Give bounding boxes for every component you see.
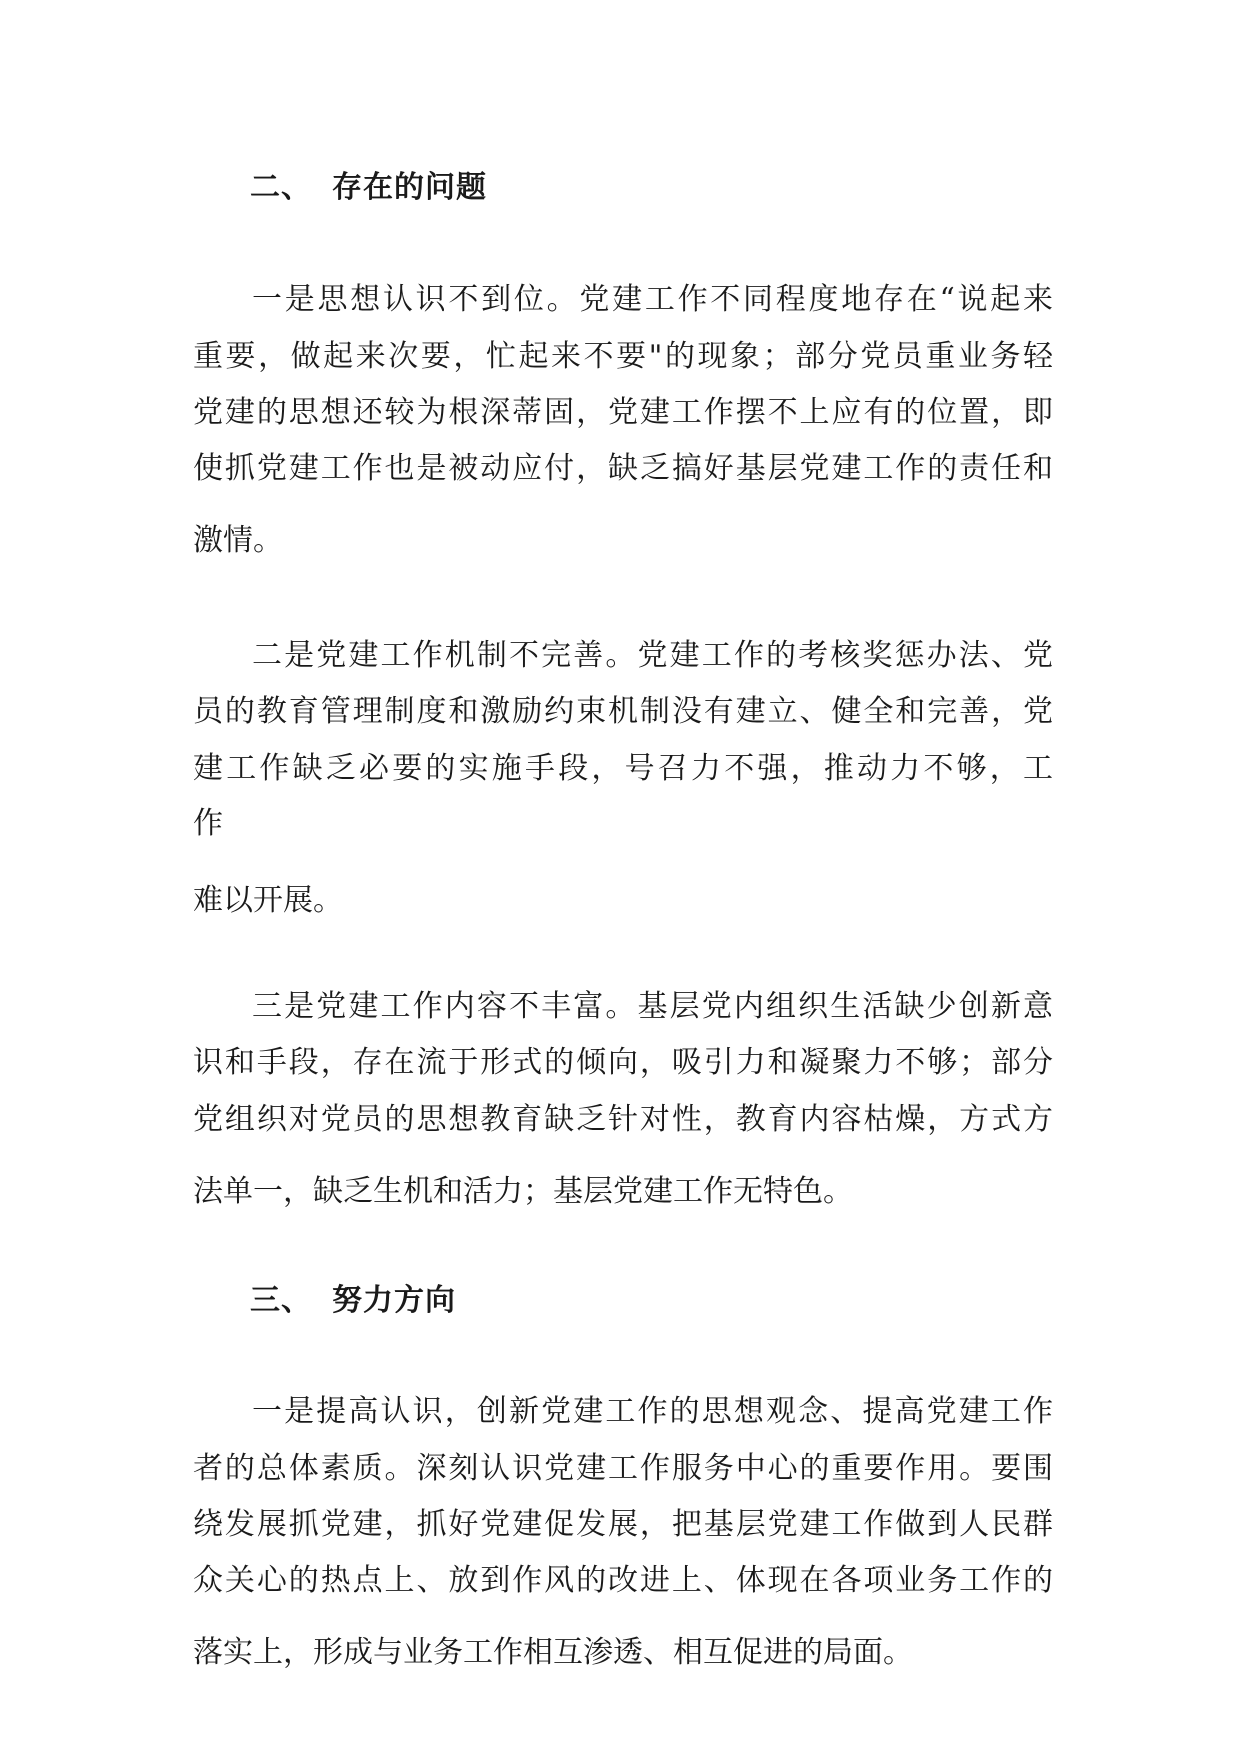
paragraph-line: 使抓党建工作也是被动应付，缺乏搞好基层党建工作的责任和 — [193, 451, 1053, 486]
paragraph-line: 绕发展抓党建，抓好党建促发展，把基层党建工作做到人民群 — [193, 1507, 1053, 1542]
paragraph-line: 落实上，形成与业务工作相互渗透、相互促进的局面。 — [193, 1635, 913, 1670]
paragraph-line: 者的总体素质。深刻认识党建工作服务中心的重要作用。要围 — [193, 1451, 1053, 1486]
paragraph-line: 三是党建工作内容不丰富。基层党内组织生活缺少创新意 — [252, 989, 1053, 1024]
paragraph-line: 建工作缺乏必要的实施手段，号召力不强，推动力不够，工 — [193, 751, 1053, 786]
paragraph-line: 二是党建工作机制不完善。党建工作的考核奖惩办法、党 — [252, 638, 1053, 673]
section-heading-direction — [250, 1275, 456, 1319]
section-number: 三、 — [250, 1283, 312, 1318]
paragraph-line: 众关心的热点上、放到作风的改进上、体现在各项业务工作的 — [193, 1563, 1053, 1598]
paragraph-line: 法单一，缺乏生机和活力；基层党建工作无特色。 — [193, 1174, 853, 1209]
paragraph-line: 员的教育管理制度和激励约束机制没有建立、健全和完善，党 — [193, 694, 1053, 729]
paragraph-line: 激情。 — [193, 523, 283, 558]
paragraph-line: 党建的思想还较为根深蒂固，党建工作摆不上应有的位置，即 — [193, 395, 1053, 430]
paragraph-line: 识和手段，存在流于形式的倾向，吸引力和凝聚力不够；部分 — [193, 1045, 1053, 1080]
paragraph-line: 一是思想认识不到位。党建工作不同程度地存在“说起来 — [252, 282, 1053, 317]
section-number: 二、 — [250, 170, 312, 205]
section-heading-problems — [250, 162, 487, 206]
paragraph-line: 党组织对党员的思想教育缺乏针对性，教育内容枯燥，方式方 — [193, 1102, 1053, 1137]
paragraph-line: 一是提高认识，创新党建工作的思想观念、提高党建工作 — [252, 1394, 1053, 1429]
paragraph-line: 重要，做起来次要，忙起来不要"的现象；部分党员重业务轻 — [193, 339, 1053, 374]
paragraph-line: 作 — [193, 806, 223, 841]
section-title: 存在的问题 — [332, 170, 487, 205]
paragraph-line: 难以开展。 — [193, 883, 343, 918]
section-title: 努力方向 — [332, 1283, 456, 1318]
